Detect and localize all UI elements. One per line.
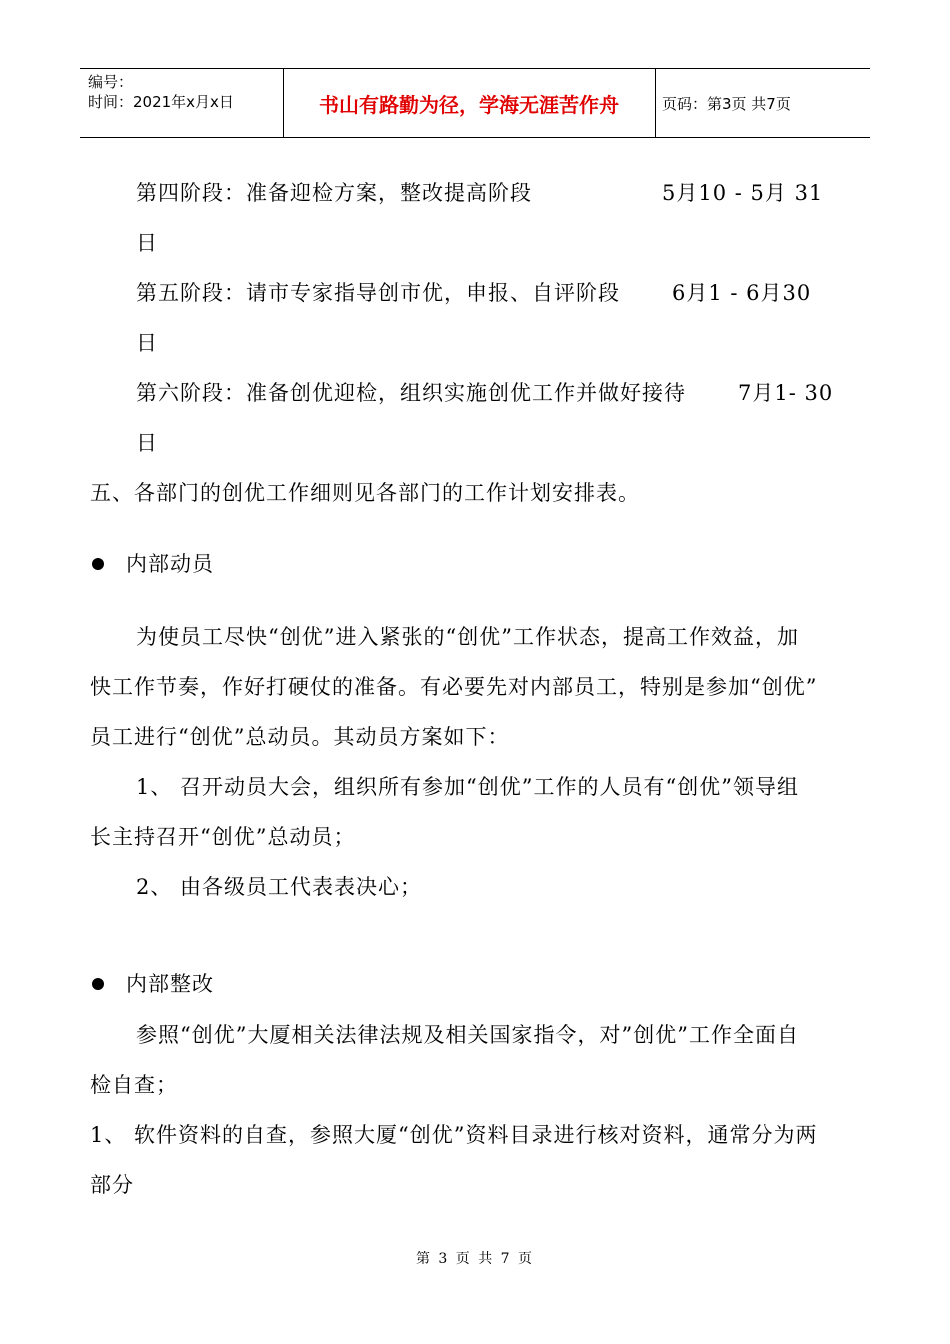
section-mobilize-title: 内部动员 bbox=[126, 552, 214, 576]
bullet-icon bbox=[92, 978, 104, 990]
stage-5-dates: 6月1 - 6月30 bbox=[672, 281, 812, 305]
mobilize-paragraph-line-3: 员工进行“创优”总动员。其动员方案如下： bbox=[90, 725, 510, 749]
stage-6-text: 第六阶段：准备创优迎检，组织实施创优工作并做好接待 bbox=[136, 381, 686, 405]
rectify-paragraph-line-2: 检自查； bbox=[90, 1073, 178, 1097]
item-5: 五、各部门的创优工作细则见各部门的工作计划安排表。 bbox=[90, 481, 640, 505]
stage-4-dates: 5月10 - 5月 31 bbox=[662, 181, 824, 205]
date-label: 时间：2021年x月x日 bbox=[88, 93, 234, 111]
header-motto: 书山有路勤为径，学海无涯苦作舟 bbox=[319, 92, 619, 117]
stage-5-tail: 日 bbox=[136, 331, 158, 355]
stage-6-tail: 日 bbox=[136, 431, 158, 455]
stage-6-dates: 7月1- 30 bbox=[738, 381, 834, 405]
mobilize-item-1-line-2: 长主持召开“创优”总动员； bbox=[90, 825, 356, 849]
mobilize-item-2: 2、 由各级员工代表表决心； bbox=[136, 875, 423, 899]
header-left-cell bbox=[88, 72, 234, 112]
section-rectify-title: 内部整改 bbox=[126, 972, 214, 996]
stage-5-text: 第五阶段：请市专家指导创市优，申报、自评阶段 bbox=[136, 281, 620, 305]
bullet-icon bbox=[92, 558, 104, 570]
rectify-paragraph-line-1: 参照“创优”大厦相关法律法规及相关国家指令，对”创优”工作全面自 bbox=[136, 1023, 799, 1047]
header-divider bbox=[655, 69, 656, 137]
rectify-item-1-line-1: 1、 软件资料的自查，参照大厦“创优”资料目录进行核对资料，通常分为两 bbox=[90, 1123, 818, 1147]
header-page-info: 页码：第3页 共7页 bbox=[662, 95, 791, 113]
stage-4-text: 第四阶段：准备迎检方案，整改提高阶段 bbox=[136, 181, 532, 205]
page-footer: 第 3 页 共 7 页 bbox=[415, 1251, 535, 1267]
mobilize-paragraph-line-2: 快工作节奏，作好打硬仗的准备。有必要先对内部员工，特别是参加“创优” bbox=[90, 675, 818, 699]
stage-4-tail: 日 bbox=[136, 231, 158, 255]
document-header bbox=[80, 68, 870, 138]
rectify-item-1-line-2: 部分 bbox=[90, 1173, 134, 1197]
mobilize-paragraph-line-1: 为使员工尽快“创优”进入紧张的“创优”工作状态，提高工作效益，加 bbox=[136, 625, 799, 649]
mobilize-item-1-line-1: 1、 召开动员大会，组织所有参加“创优”工作的人员有“创优”领导组 bbox=[136, 775, 799, 799]
number-label: 编号： bbox=[88, 73, 134, 91]
